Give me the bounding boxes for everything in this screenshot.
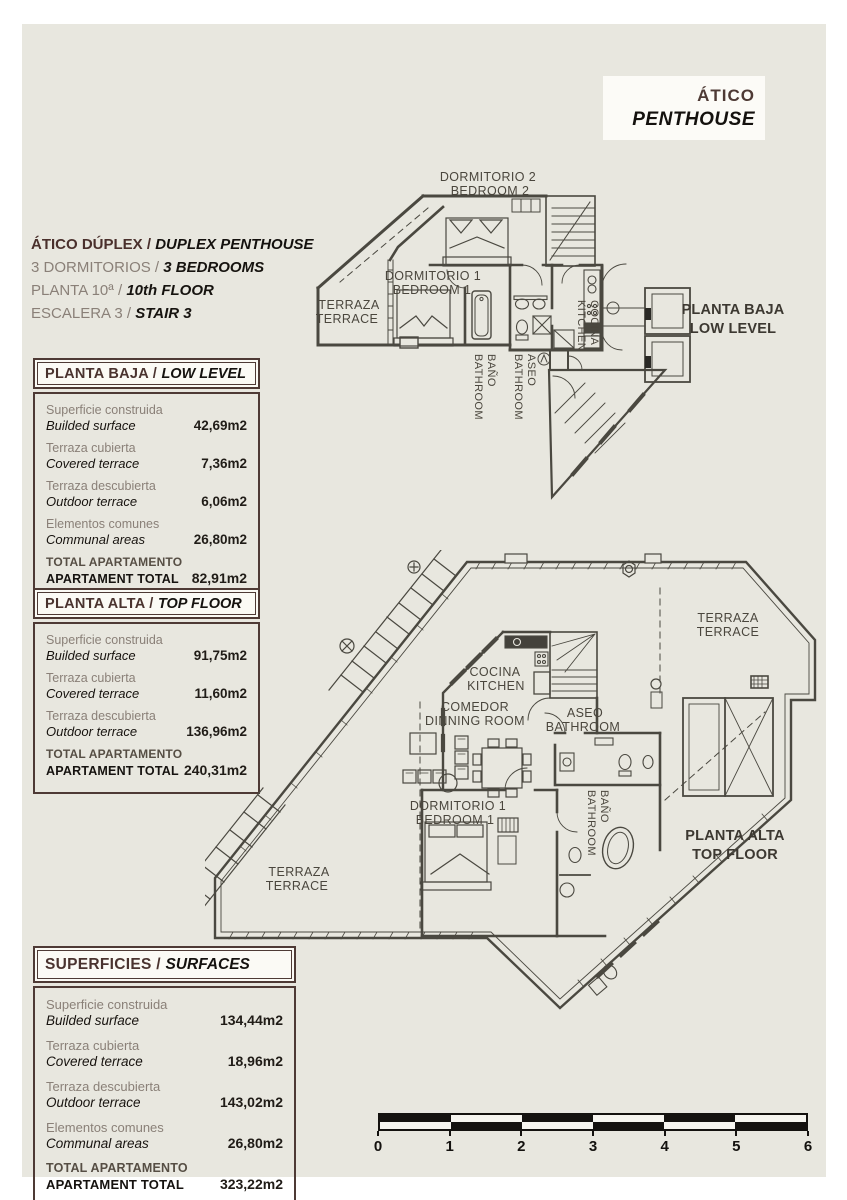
table-top-floor-header: PLANTA ALTA / TOP FLOOR — [33, 588, 260, 619]
floorplan-top-floor — [205, 550, 827, 1020]
plan2-label-kitchen: KITCHEN — [467, 679, 525, 693]
plan1-label-terraza: TERRAZA — [318, 298, 380, 312]
scale-bar-ticks — [378, 1131, 808, 1137]
scale-bar-graphic — [378, 1113, 808, 1131]
plan1-label-bano: BAÑO — [485, 354, 497, 387]
table-surfaces-header: SUPERFICIES / SURFACES — [33, 946, 296, 983]
table-row: Superficie construida Builded surface 42,69m2 — [46, 403, 247, 433]
header-line-type: ÁTICO DÚPLEX / DUPLEX PENTHOUSE — [31, 236, 314, 253]
table-row: Terraza cubierta Covered terrace 18,96m2 — [46, 1038, 283, 1069]
title-box — [603, 76, 765, 140]
table-row: Terraza descubierta Outdoor terrace 6,06m2 — [46, 479, 247, 509]
plan1-caption: PLANTA BAJA LOW LEVEL — [681, 302, 785, 337]
plan1-label-bedroom2: BEDROOM 2 — [450, 184, 530, 198]
table-row: Terraza cubierta Covered terrace 11,60m2 — [46, 671, 247, 701]
plan1-stair-triangle — [549, 370, 665, 497]
header-line-bedrooms: 3 DORMITORIOS / 3 BEDROOMS — [31, 259, 265, 276]
plan2-label-aseo-en: BATHROOM — [545, 720, 621, 734]
plan1-bathtub — [472, 291, 491, 339]
plan2-aseo-fixtures — [560, 738, 653, 776]
plan2-dining-furniture — [403, 733, 531, 797]
plan2-service-core — [683, 698, 773, 796]
title-spanish: ÁTICO — [697, 85, 755, 105]
plan2-parapet-ticks — [229, 562, 768, 987]
plan2-bed1 — [421, 818, 518, 890]
plan2-bano-fixtures — [560, 824, 638, 995]
header-block — [31, 233, 331, 325]
plan2-label-aseo: ASEO — [566, 706, 604, 720]
plan1-closet — [512, 199, 540, 212]
plan2-label-dormitorio1: DORMITORIO 1 — [409, 799, 507, 813]
plan2-label-bano: BAÑO — [598, 790, 610, 823]
plan1-label-dormitorio2: DORMITORIO 2 — [439, 170, 537, 184]
scale-bar — [373, 1113, 813, 1156]
header-line-floor: PLANTA 10ª / 10th FLOOR — [31, 282, 214, 299]
plan1-aseo-fixtures — [514, 296, 551, 340]
plan1-bed2 — [443, 218, 511, 266]
plan2-exterior-stairs — [205, 550, 467, 918]
table-row: Superficie construida Builded surface 91,75m2 — [46, 633, 247, 663]
plan1-entry-walls — [550, 350, 568, 370]
plan1-label-terrace: TERRACE — [315, 312, 379, 326]
header-line-stair: ESCALERA 3 / STAIR 3 — [31, 305, 192, 322]
plan2-label-terraza-tr: TERRAZA — [697, 611, 759, 625]
plan2-stairs — [550, 632, 597, 698]
table-row: Terraza descubierta Outdoor terrace 143,02m2 — [46, 1079, 283, 1110]
plan1-bed1 — [394, 290, 453, 346]
plan2-dashed-lines — [420, 588, 765, 933]
plan1-label-bano-en: BATHROOM — [472, 354, 484, 420]
table-row: Elementos comunes Communal areas 26,80m2 — [46, 517, 247, 547]
floorplan-low-level — [300, 158, 700, 508]
plan1-label-kitchen: KITCHEN — [575, 300, 587, 352]
plan2-label-bano-en: BATHROOM — [585, 790, 597, 856]
plan2-label-terrace-bl: TERRACE — [265, 879, 329, 893]
plan2-label-bedroom1: BEDROOM 1 — [415, 813, 495, 827]
table-total-row: TOTAL APARTAMENTO APARTAMENT TOTAL 82,91m2 — [46, 555, 247, 586]
scale-bar-labels: 0 1 2 3 4 5 6 — [373, 1138, 813, 1155]
plan1-label-dormitorio1: DORMITORIO 1 — [384, 269, 482, 283]
table-row: Elementos comunes Communal areas 26,80m2 — [46, 1120, 283, 1151]
plan1-label-aseo: ASEO — [525, 354, 537, 387]
table-row: Terraza cubierta Covered terrace 7,36m2 — [46, 441, 247, 471]
plan2-label-comedor: COMEDOR — [440, 700, 510, 714]
table-row: Terraza descubierta Outdoor terrace 136,96m2 — [46, 709, 247, 739]
table-low-level-header: PLANTA BAJA / LOW LEVEL — [33, 358, 260, 389]
plan2-label-terrace-tr: TERRACE — [696, 625, 760, 639]
table-row: Superficie construida Builded surface 134,44m2 — [46, 997, 283, 1028]
plan1-stairs — [546, 196, 595, 266]
plan1-label-aseo-en: BATHROOM — [512, 354, 524, 420]
plan2-caption: PLANTA ALTA TOP FLOOR — [685, 828, 785, 863]
plan2-label-terraza-bl: TERRAZA — [268, 865, 330, 879]
plan2-label-dinning: DINNING ROOM — [425, 714, 525, 728]
plan1-label-cocina: COCINA — [588, 300, 600, 346]
plan1-label-bedroom1: BEDROOM 1 — [392, 283, 472, 297]
table-total-row: TOTAL APARTAMENTO APARTAMENT TOTAL 240,31m2 — [46, 747, 247, 778]
title-english: PENTHOUSE — [632, 108, 755, 130]
table-total-row: TOTAL APARTAMENTO APARTAMENT TOTAL 323,22m2 — [46, 1161, 283, 1192]
plan2-label-cocina: COCINA — [469, 665, 521, 679]
